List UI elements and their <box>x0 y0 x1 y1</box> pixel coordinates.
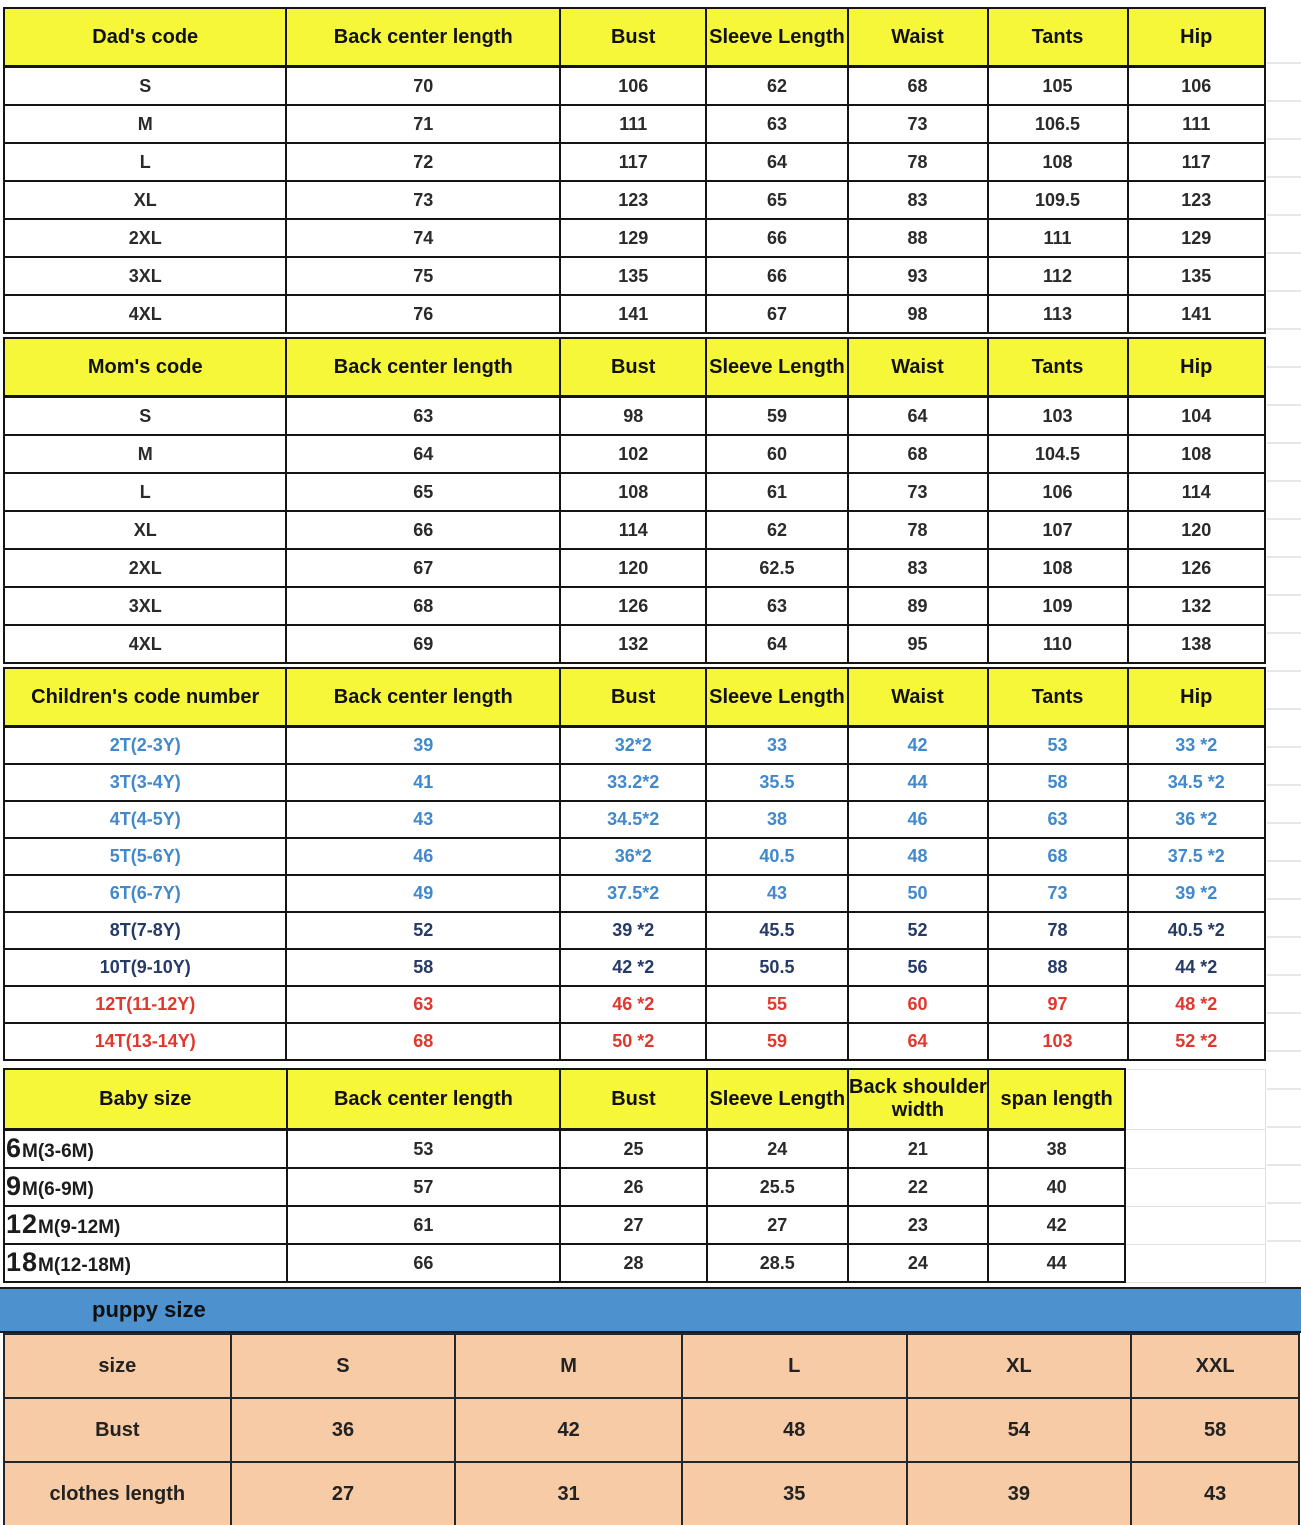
data-row <box>4 1334 1299 1398</box>
puppy-size-table <box>3 1333 1300 1525</box>
size-cell: 42 *2 <box>560 949 706 986</box>
size-cell: 44 *2 <box>1128 949 1266 986</box>
size-cell: 60 <box>706 435 847 473</box>
size-cell: 73 <box>988 875 1128 912</box>
size-cell: 58 <box>988 764 1128 801</box>
size-cell: 56 <box>848 949 988 986</box>
size-cell: 141 <box>560 295 706 333</box>
size-cell: 108 <box>988 549 1128 587</box>
size-cell: 43 <box>286 801 560 838</box>
size-cell: 40.5 <box>706 838 847 875</box>
empty-cell <box>1125 1130 1265 1169</box>
size-cell: 98 <box>848 295 988 333</box>
size-cell: 68 <box>286 1023 560 1060</box>
size-cell: 3T(3-4Y) <box>4 764 286 801</box>
baby-size-table <box>3 1068 1266 1283</box>
data-row <box>4 1168 1266 1206</box>
size-cell: M <box>455 1334 682 1398</box>
row-label: clothes length <box>4 1462 231 1525</box>
size-cell: 46 *2 <box>560 986 706 1023</box>
size-cell: 63 <box>706 587 847 625</box>
dads-size-table <box>3 7 1266 334</box>
size-cell: 98 <box>560 397 706 436</box>
size-cell: 73 <box>286 181 560 219</box>
data-row <box>4 1206 1266 1244</box>
row-label: 12M(9-12M) <box>4 1206 287 1244</box>
size-cell: 105 <box>988 67 1128 106</box>
puppy-size-banner-label: puppy size <box>92 1297 206 1322</box>
size-cell: 40 <box>988 1168 1126 1206</box>
data-row <box>4 219 1265 257</box>
size-cell: 103 <box>988 1023 1128 1060</box>
size-cell: 104.5 <box>988 435 1128 473</box>
size-cell: 35.5 <box>706 764 847 801</box>
size-cell: 129 <box>560 219 706 257</box>
column-header: Children's code number <box>4 668 286 727</box>
size-cell: 89 <box>848 587 988 625</box>
size-cell: 113 <box>988 295 1128 333</box>
data-row <box>4 1130 1266 1169</box>
data-row <box>4 801 1265 838</box>
size-cell: 10T(9-10Y) <box>4 949 286 986</box>
empty-cell <box>1125 1168 1265 1206</box>
size-cell: 39 *2 <box>1128 875 1266 912</box>
row-label: 18M(12-18M) <box>4 1244 287 1282</box>
size-cell: 112 <box>988 257 1128 295</box>
size-cell: 46 <box>848 801 988 838</box>
size-cell: 108 <box>988 143 1128 181</box>
size-cell: 110 <box>988 625 1128 663</box>
size-cell: 24 <box>707 1130 848 1169</box>
size-cell: 63 <box>286 397 560 436</box>
size-cell: 126 <box>1128 549 1266 587</box>
size-cell: 4T(4-5Y) <box>4 801 286 838</box>
header-row <box>4 8 1265 67</box>
size-cell: 61 <box>287 1206 561 1244</box>
size-cell: 53 <box>988 727 1128 765</box>
size-cell: 78 <box>988 912 1128 949</box>
column-header: Back center length <box>286 338 560 397</box>
size-cell: 64 <box>286 435 560 473</box>
column-header: Tants <box>988 668 1128 727</box>
data-row <box>4 1244 1266 1282</box>
size-cell: 25 <box>560 1130 706 1169</box>
size-cell: 40.5 *2 <box>1128 912 1266 949</box>
size-cell: L <box>4 473 286 511</box>
size-cell: 52 <box>848 912 988 949</box>
column-header: Waist <box>848 668 988 727</box>
size-cell: 48 <box>682 1398 907 1462</box>
size-cell: 93 <box>848 257 988 295</box>
column-header: Tants <box>988 8 1128 67</box>
column-header: Hip <box>1128 8 1266 67</box>
moms-size-table <box>3 337 1266 664</box>
size-cell: M <box>4 105 286 143</box>
data-row <box>4 1023 1265 1060</box>
size-cell: 68 <box>988 838 1128 875</box>
data-row <box>4 949 1265 986</box>
size-cell: 36 <box>231 1398 456 1462</box>
column-header: Bust <box>560 8 706 67</box>
size-cell: 3XL <box>4 587 286 625</box>
data-row <box>4 67 1265 106</box>
data-row <box>4 986 1265 1023</box>
size-cell: 111 <box>988 219 1128 257</box>
data-row <box>4 295 1265 333</box>
size-cell: 68 <box>848 67 988 106</box>
size-cell: 117 <box>560 143 706 181</box>
size-cell: 2XL <box>4 549 286 587</box>
size-cell: 132 <box>1128 587 1266 625</box>
size-cell: 123 <box>1128 181 1266 219</box>
size-cell: 14T(13-14Y) <box>4 1023 286 1060</box>
size-cell: 117 <box>1128 143 1266 181</box>
size-cell: 138 <box>1128 625 1266 663</box>
column-header: Waist <box>848 338 988 397</box>
size-cell: 49 <box>286 875 560 912</box>
size-cell: 52 <box>286 912 560 949</box>
size-cell: 22 <box>848 1168 988 1206</box>
column-header: Hip <box>1128 338 1266 397</box>
size-cell: 59 <box>706 397 847 436</box>
childrens-size-table <box>3 667 1266 1061</box>
size-cell: 141 <box>1128 295 1266 333</box>
size-cell: 61 <box>706 473 847 511</box>
data-row <box>4 435 1265 473</box>
size-cell: 66 <box>287 1244 561 1282</box>
size-cell: 62 <box>706 67 847 106</box>
size-cell: 126 <box>560 587 706 625</box>
size-cell: 45.5 <box>706 912 847 949</box>
size-cell: 3XL <box>4 257 286 295</box>
size-cell: 64 <box>848 1023 988 1060</box>
size-cell: 68 <box>286 587 560 625</box>
row-label: 9M(6-9M) <box>4 1168 287 1206</box>
size-cell: 64 <box>848 397 988 436</box>
header-row <box>4 1069 1266 1130</box>
size-cell: 62 <box>706 511 847 549</box>
size-cell: 120 <box>560 549 706 587</box>
size-cell: 38 <box>706 801 847 838</box>
size-cell: 8T(7-8Y) <box>4 912 286 949</box>
size-cell: 39 <box>286 727 560 765</box>
size-cell: 5T(5-6Y) <box>4 838 286 875</box>
size-cell: 58 <box>286 949 560 986</box>
size-cell: 43 <box>706 875 847 912</box>
size-cell: 114 <box>1128 473 1266 511</box>
size-cell: 24 <box>848 1244 988 1282</box>
data-row <box>4 257 1265 295</box>
size-cell: 36*2 <box>560 838 706 875</box>
size-cell: 68 <box>848 435 988 473</box>
size-cell: 64 <box>706 625 847 663</box>
size-cell: 33.2*2 <box>560 764 706 801</box>
size-cell: 106.5 <box>988 105 1128 143</box>
column-header: Bust <box>560 338 706 397</box>
size-cell: 78 <box>848 143 988 181</box>
size-cell: 109 <box>988 587 1128 625</box>
size-cell: 78 <box>848 511 988 549</box>
size-cell: 48 <box>848 838 988 875</box>
size-cell: 53 <box>287 1130 561 1169</box>
size-cell: 88 <box>848 219 988 257</box>
size-cell: 95 <box>848 625 988 663</box>
size-cell: 32*2 <box>560 727 706 765</box>
size-cell: 58 <box>1131 1398 1299 1462</box>
size-cell: 69 <box>286 625 560 663</box>
size-cell: 21 <box>848 1130 988 1169</box>
size-cell: 63 <box>286 986 560 1023</box>
column-header: Sleeve Length <box>706 668 847 727</box>
size-cell: 44 <box>988 1244 1126 1282</box>
size-cell: 31 <box>455 1462 682 1525</box>
size-cell: 132 <box>560 625 706 663</box>
size-cell: 50 <box>848 875 988 912</box>
size-cell: 55 <box>706 986 847 1023</box>
size-cell: 41 <box>286 764 560 801</box>
size-cell: 83 <box>848 549 988 587</box>
column-header: span length <box>988 1069 1126 1130</box>
size-cell: L <box>4 143 286 181</box>
size-cell: 37.5*2 <box>560 875 706 912</box>
size-cell: 65 <box>706 181 847 219</box>
data-row <box>4 912 1265 949</box>
size-cell: 62.5 <box>706 549 847 587</box>
column-header: Baby size <box>4 1069 287 1130</box>
size-cell: 38 <box>988 1130 1126 1169</box>
size-cell: 67 <box>286 549 560 587</box>
size-cell: 50 *2 <box>560 1023 706 1060</box>
data-row <box>4 875 1265 912</box>
size-cell: 65 <box>286 473 560 511</box>
size-cell: 63 <box>988 801 1128 838</box>
size-cell: 97 <box>988 986 1128 1023</box>
size-cell: 33 *2 <box>1128 727 1266 765</box>
data-row <box>4 511 1265 549</box>
size-cell: 111 <box>1128 105 1266 143</box>
size-cell: 88 <box>988 949 1128 986</box>
column-header: Waist <box>848 8 988 67</box>
size-cell: 67 <box>706 295 847 333</box>
data-row <box>4 1398 1299 1462</box>
size-cell: 42 <box>455 1398 682 1462</box>
size-cell: 12T(11-12Y) <box>4 986 286 1023</box>
size-cell: 35 <box>682 1462 907 1525</box>
size-cell: 75 <box>286 257 560 295</box>
size-cell: XL <box>907 1334 1132 1398</box>
size-cell: 63 <box>706 105 847 143</box>
data-row <box>4 1462 1299 1525</box>
column-header: Mom's code <box>4 338 286 397</box>
size-cell: 60 <box>848 986 988 1023</box>
column-header: Back center length <box>286 8 560 67</box>
size-cell: XXL <box>1131 1334 1299 1398</box>
column-header: Tants <box>988 338 1128 397</box>
size-cell: 70 <box>286 67 560 106</box>
size-cell: 36 *2 <box>1128 801 1266 838</box>
header-row <box>4 668 1265 727</box>
data-row <box>4 181 1265 219</box>
size-cell: 83 <box>848 181 988 219</box>
column-header: Back center length <box>287 1069 561 1130</box>
data-row <box>4 143 1265 181</box>
size-cell: 44 <box>848 764 988 801</box>
column-header: Back shoulder width <box>848 1069 988 1130</box>
size-cell: 71 <box>286 105 560 143</box>
size-cell: 27 <box>707 1206 848 1244</box>
size-cell: 66 <box>286 511 560 549</box>
data-row <box>4 838 1265 875</box>
size-cell: 28.5 <box>707 1244 848 1282</box>
size-cell: 59 <box>706 1023 847 1060</box>
row-label: size <box>4 1334 231 1398</box>
size-cell: 111 <box>560 105 706 143</box>
size-cell: 43 <box>1131 1462 1299 1525</box>
size-cell: M <box>4 435 286 473</box>
empty-cell <box>1125 1206 1265 1244</box>
data-row <box>4 105 1265 143</box>
size-cell: 2T(2-3Y) <box>4 727 286 765</box>
size-cell: 50.5 <box>706 949 847 986</box>
size-cell: 42 <box>848 727 988 765</box>
size-cell: 129 <box>1128 219 1266 257</box>
column-header: Sleeve Length <box>707 1069 848 1130</box>
size-cell: 33 <box>706 727 847 765</box>
row-label: Bust <box>4 1398 231 1462</box>
size-cell: XL <box>4 181 286 219</box>
size-cell: 109.5 <box>988 181 1128 219</box>
size-cell: 26 <box>560 1168 706 1206</box>
size-cell: 34.5*2 <box>560 801 706 838</box>
empty-cell <box>1125 1244 1265 1282</box>
column-header: Dad's code <box>4 8 286 67</box>
size-cell: 107 <box>988 511 1128 549</box>
size-cell: 135 <box>1128 257 1266 295</box>
puppy-size-banner <box>0 1287 1301 1333</box>
size-cell: 64 <box>706 143 847 181</box>
size-cell: 23 <box>848 1206 988 1244</box>
size-cell: 104 <box>1128 397 1266 436</box>
size-cell: 2XL <box>4 219 286 257</box>
size-cell: 54 <box>907 1398 1132 1462</box>
size-cell: 4XL <box>4 625 286 663</box>
data-row <box>4 549 1265 587</box>
size-cell: 6T(6-7Y) <box>4 875 286 912</box>
size-cell: XL <box>4 511 286 549</box>
size-cell: S <box>231 1334 456 1398</box>
size-cell: 106 <box>560 67 706 106</box>
size-cell: 103 <box>988 397 1128 436</box>
size-cell: 120 <box>1128 511 1266 549</box>
size-cell: 42 <box>988 1206 1126 1244</box>
size-cell: 108 <box>560 473 706 511</box>
data-row <box>4 587 1265 625</box>
spreadsheet-gridline-marks <box>1267 62 1301 1258</box>
size-cell: 123 <box>560 181 706 219</box>
size-cell: 34.5 *2 <box>1128 764 1266 801</box>
size-cell: 52 *2 <box>1128 1023 1266 1060</box>
size-cell: 27 <box>231 1462 456 1525</box>
column-header: Hip <box>1128 668 1266 727</box>
size-cell: 46 <box>286 838 560 875</box>
size-cell: 48 *2 <box>1128 986 1266 1023</box>
size-cell: 102 <box>560 435 706 473</box>
size-cell: 39 <box>907 1462 1132 1525</box>
header-row <box>4 338 1265 397</box>
column-header: Bust <box>560 668 706 727</box>
data-row <box>4 397 1265 436</box>
size-cell: L <box>682 1334 907 1398</box>
data-row <box>4 625 1265 663</box>
size-cell: 72 <box>286 143 560 181</box>
column-header: Sleeve Length <box>706 8 847 67</box>
size-cell: 39 *2 <box>560 912 706 949</box>
size-cell: S <box>4 67 286 106</box>
column-header: Back center length <box>286 668 560 727</box>
data-row <box>4 727 1265 765</box>
size-cell: 114 <box>560 511 706 549</box>
column-header: Sleeve Length <box>706 338 847 397</box>
size-cell: 57 <box>287 1168 561 1206</box>
size-cell: 74 <box>286 219 560 257</box>
size-cell: 4XL <box>4 295 286 333</box>
size-cell: 37.5 *2 <box>1128 838 1266 875</box>
data-row <box>4 764 1265 801</box>
size-cell: 28 <box>560 1244 706 1282</box>
row-label: 6M(3-6M) <box>4 1130 287 1169</box>
size-cell: 106 <box>1128 67 1266 106</box>
empty-cell <box>1125 1069 1265 1130</box>
size-cell: 76 <box>286 295 560 333</box>
size-cell: 135 <box>560 257 706 295</box>
size-cell: 25.5 <box>707 1168 848 1206</box>
size-cell: 73 <box>848 473 988 511</box>
size-cell: 106 <box>988 473 1128 511</box>
column-header: Bust <box>560 1069 706 1130</box>
data-row <box>4 473 1265 511</box>
size-cell: 66 <box>706 219 847 257</box>
size-cell: 108 <box>1128 435 1266 473</box>
size-cell: 27 <box>560 1206 706 1244</box>
size-cell: S <box>4 397 286 436</box>
size-cell: 73 <box>848 105 988 143</box>
size-cell: 66 <box>706 257 847 295</box>
